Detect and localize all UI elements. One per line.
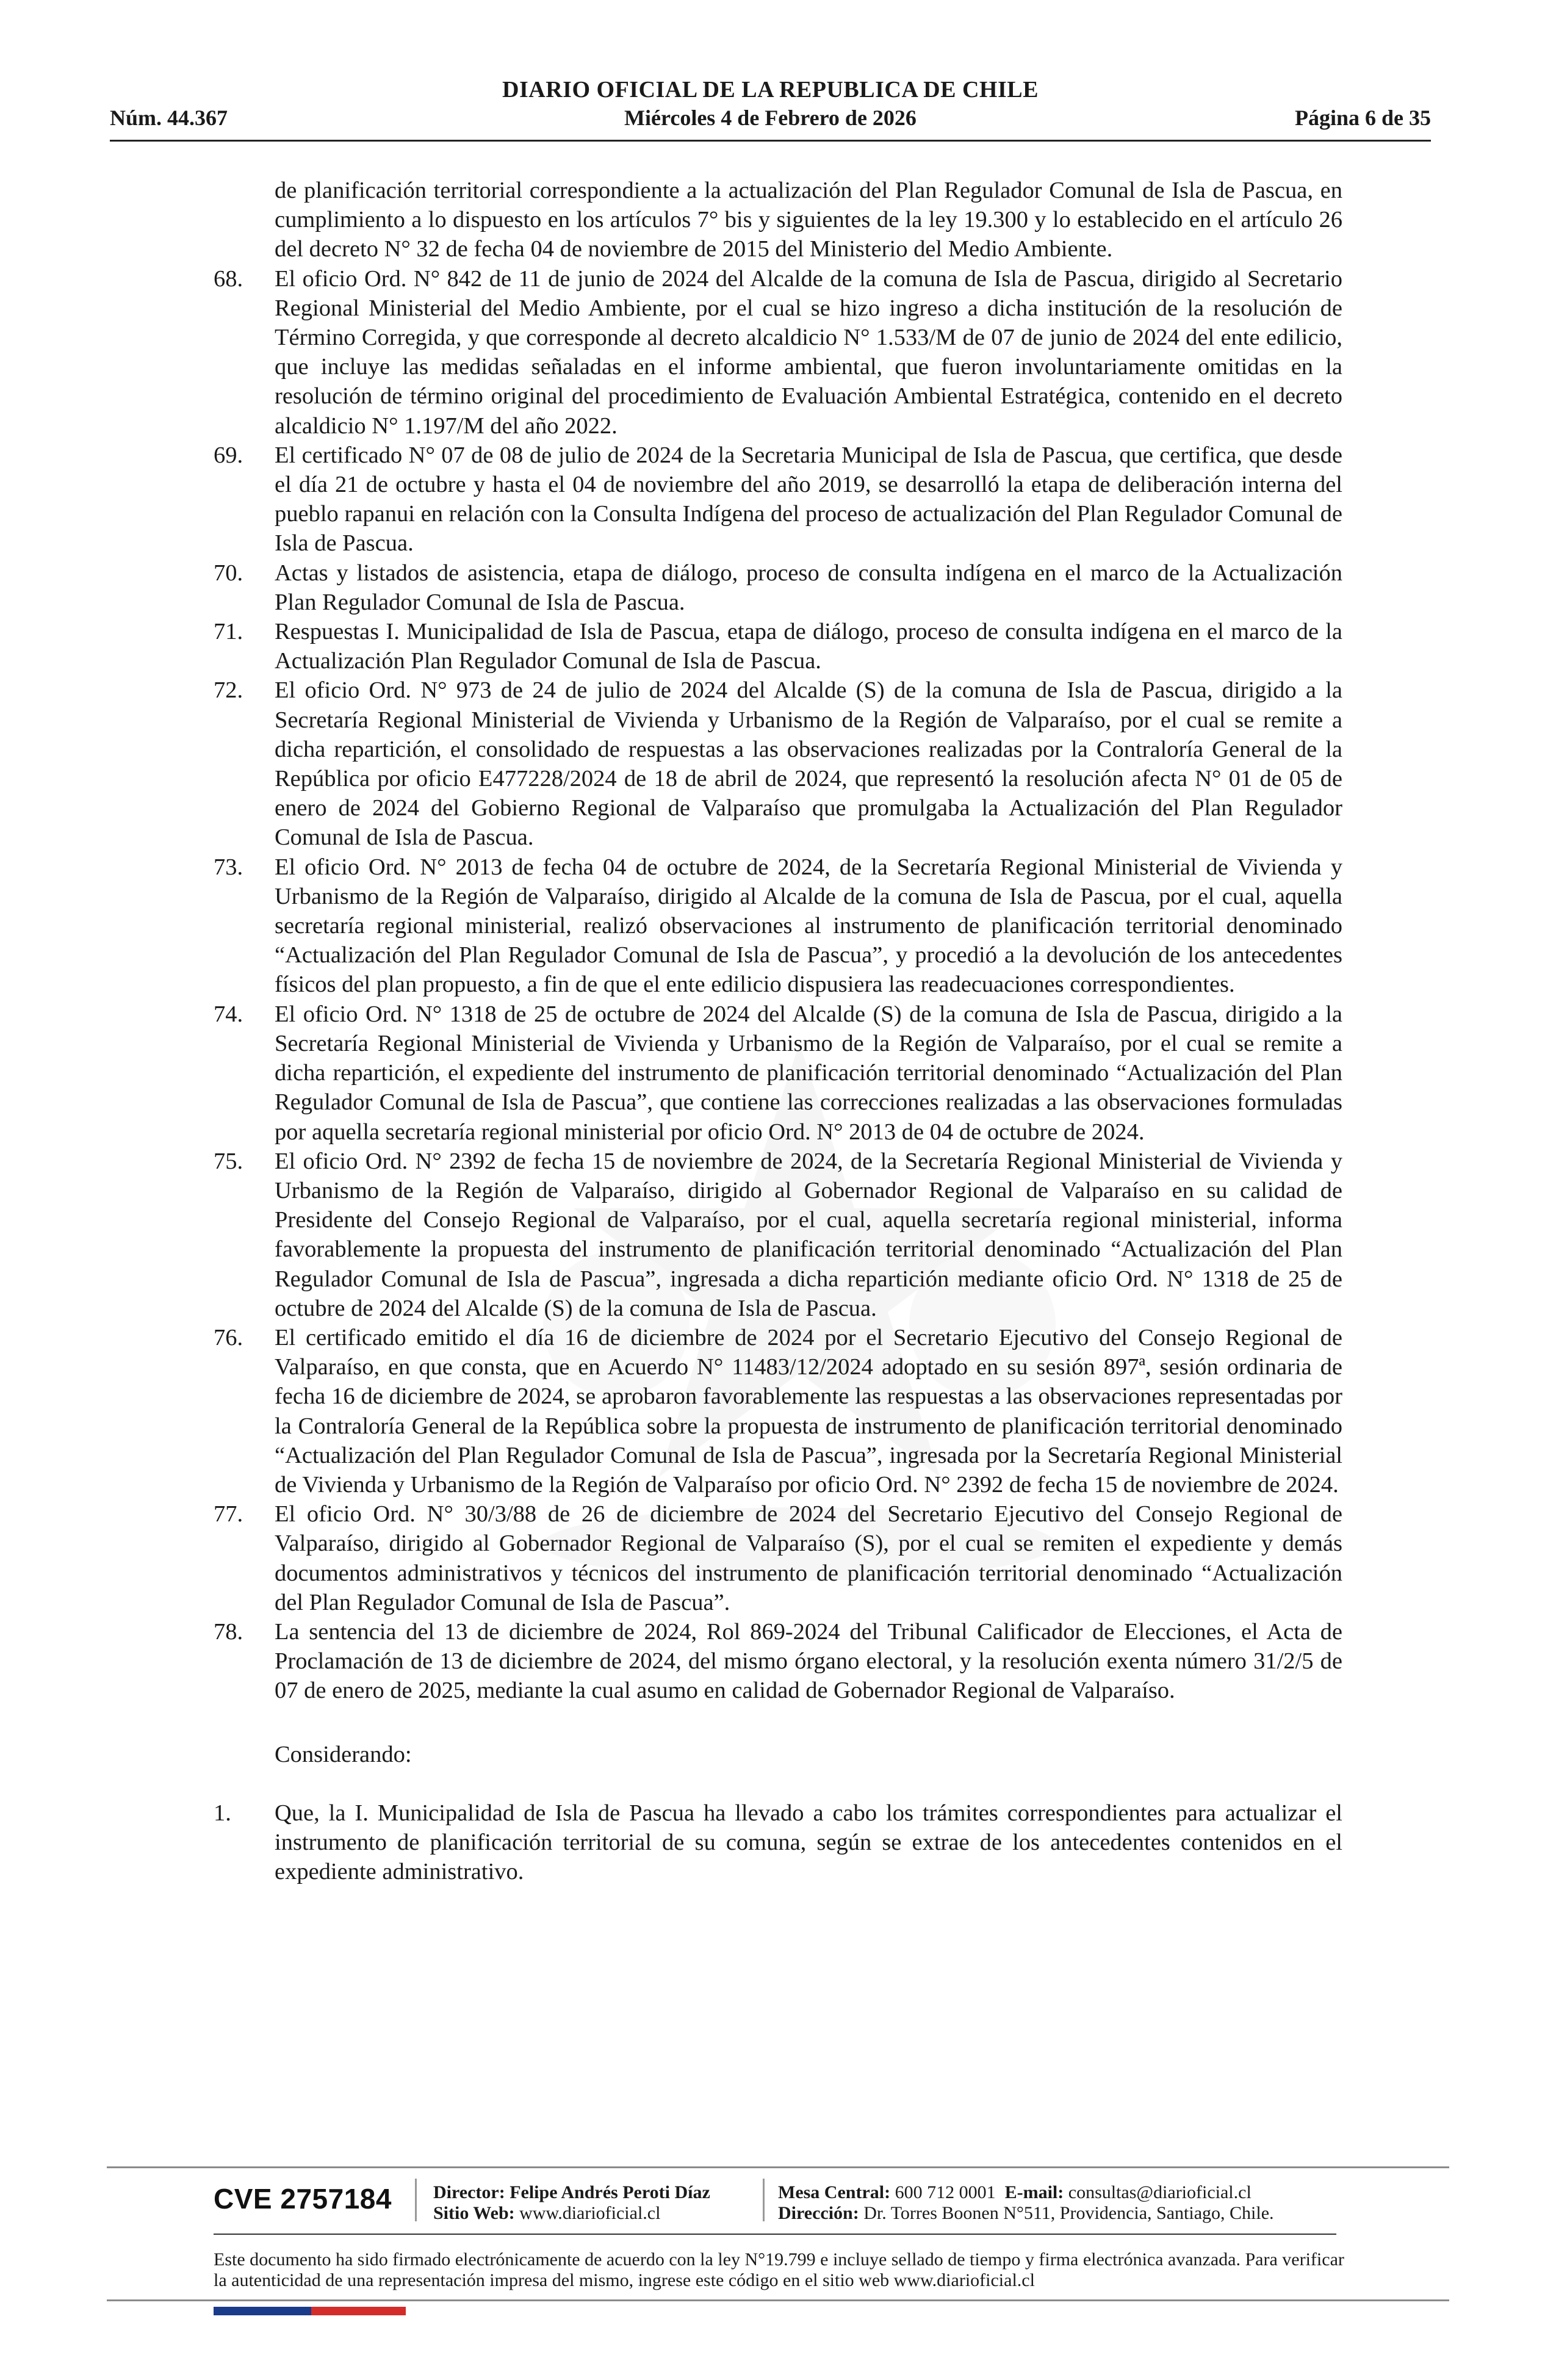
footer-divider-middle <box>214 2234 1336 2235</box>
footer-separator <box>415 2179 417 2221</box>
website-link[interactable]: www.diarioficial.cl <box>519 2203 661 2223</box>
considerando-list <box>214 1798 1342 1887</box>
visto-item <box>214 1499 1342 1617</box>
visto-item <box>214 1323 1342 1499</box>
cve-code: CVE 2757184 <box>214 2183 392 2215</box>
visto-number <box>214 1000 275 1147</box>
visto-number-label: 70. <box>214 560 243 586</box>
footer-divider-top <box>107 2166 1449 2168</box>
flag-stripe-red <box>311 2307 406 2315</box>
address-value: Dr. Torres Boonen N°511, Providencia, Santiago, Chile. <box>863 2203 1274 2223</box>
email-label: E-mail: <box>1004 2182 1064 2202</box>
visto-text: El oficio Ord. N° 973 de 24 de julio de 2024 del Alcalde (S) de la comuna de Isla de Pascua, dirigido a la Secretaría Regional Ministerial de Vivienda y Urbanismo de la Región de Valparaíso, por el cual se remite a dicha repartición, el consolidado de respuestas a las observaciones realizadas por la Contraloría General de la República por oficio E477228/2024 de 18 de abril de 2024, que representó la resolución afecta N° 01 de 05 de enero de 2024 del Gobierno Regional de Valparaíso que promulgaba la Actualización del Plan Regulador Comunal de Isla de Pascua. <box>275 677 1342 851</box>
visto-item <box>214 441 1342 558</box>
visto-number <box>214 853 275 1000</box>
director-name: Felipe Andrés Peroti Díaz <box>510 2182 710 2202</box>
visto-text: Respuestas I. Municipalidad de Isla de Pascua, etapa de diálogo, proceso de consulta indígena en el marco de la Actualización Plan Regulador Comunal de Isla de Pascua. <box>275 619 1342 674</box>
considerando-text: Que, la I. Municipalidad de Isla de Pascua ha llevado a cabo los trámites correspondientes para actualizar el instrumento de planificación territorial de su comuna, según se extrae de los antecedentes contenidos en el expediente administrativo. <box>275 1800 1342 1885</box>
visto-text: La sentencia del 13 de diciembre de 2024, Rol 869-2024 del Tribunal Calificador de Elecciones, el Acta de Proclamación de 13 de diciembre de 2024, del mismo órgano electoral, y la resolución exenta número 31/2/5 de 07 de enero de 2025, mediante la cual asumo en calidad de Gobernador Regional de Valparaíso. <box>275 1618 1342 1704</box>
document-body <box>214 176 1342 1886</box>
considerando-heading: Considerando: <box>275 1741 412 1767</box>
director-label: Director: <box>433 2182 505 2202</box>
visto-number-label: 77. <box>214 1501 243 1527</box>
vistos-list <box>214 264 1342 1706</box>
visto-item <box>214 853 1342 1000</box>
visto-number-label: 69. <box>214 442 243 468</box>
website-label: Sitio Web: <box>433 2203 515 2223</box>
visto-number-label: 78. <box>214 1618 243 1645</box>
visto-number-label: 72. <box>214 677 243 704</box>
footer-contact-block <box>778 2182 1274 2224</box>
page-header <box>110 76 1431 143</box>
visto-number <box>214 676 275 852</box>
visto-item <box>214 1147 1342 1323</box>
visto-text: El certificado N° 07 de 08 de julio de 2024 de la Secretaria Municipal de Isla de Pascua, que certifica, que desde el día 21 de octubre y hasta el 04 de noviembre del año 2019, se desarrolló la etapa de deliberación interna del pueblo rapanui en relación con la Consulta Indígena del proceso de actualización del Plan Regulador Comunal de Isla de Pascua. <box>275 442 1342 557</box>
legal-notice: Este documento ha sido firmado electrónicamente de acuerdo con la ley N°19.799 e incluye sellado de tiempo y firma electrónica avanzada. Para verificar la autenticidad de una representación impresa del mismo, ingrese este código en el sitio web www.diarioficial.cl <box>214 2249 1344 2290</box>
visto-text: El oficio Ord. N° 30/3/88 de 26 de diciembre de 2024 del Secretario Ejecutivo del Consejo Regional de Valparaíso, dirigido al Gobernador Regional de Valparaíso (S), por el cual se remiten el expediente y demás documentos administrativos y técnicos del instrumento de planificación territorial denominado “Actualización del Plan Regulador Comunal de Isla de Pascua”. <box>275 1501 1342 1615</box>
considerando-number <box>214 1798 275 1887</box>
visto-number-label: 73. <box>214 854 243 880</box>
visto-number-label: 68. <box>214 265 243 292</box>
visto-number-label: 74. <box>214 1001 243 1027</box>
considerando-item <box>214 1798 1342 1887</box>
considerando-number-label: 1. <box>214 1800 231 1826</box>
intro-paragraph: de planificación territorial correspondiente a la actualización del Plan Regulador Comunal de Isla de Pascua, en cumplimiento a lo dispuesto en los artículos 7° bis y siguientes de la ley 19.300 y lo establecido en el artículo 26 del decreto N° 32 de fecha 04 de noviembre de 2015 del Ministerio del Medio Ambiente. <box>275 178 1342 262</box>
footer-director-block <box>433 2182 710 2224</box>
issue-date: Miércoles 4 de Febrero de 2026 <box>624 106 917 130</box>
visto-number <box>214 264 275 441</box>
newspaper-title: DIARIO OFICIAL DE LA REPUBLICA DE CHILE <box>502 77 1039 103</box>
visto-text: El oficio Ord. N° 2013 de fecha 04 de octubre de 2024, de la Secretaría Regional Ministerial de Vivienda y Urbanismo de la Región de Valparaíso, dirigido al Alcalde de la comuna de Isla de Pascua, por el cual, aquella secretaría regional ministerial, realizó observaciones al instrumento de planificación territorial denominado “Actualización del Plan Regulador Comunal de Isla de Pascua”, y procedió a la devolución de los antecedentes físicos del plan propuesto, a fin de que el ente edilicio dispusiera las readecuaciones correspondientes. <box>275 854 1342 998</box>
visto-number <box>214 441 275 558</box>
visto-item <box>214 1000 1342 1147</box>
address-label: Dirección: <box>778 2203 859 2223</box>
visto-text: Actas y listados de asistencia, etapa de diálogo, proceso de consulta indígena en el marco de la Actualización Plan Regulador Comunal de Isla de Pascua. <box>275 560 1342 615</box>
visto-number <box>214 617 275 676</box>
footer-divider-bottom <box>107 2299 1449 2301</box>
visto-number-label: 71. <box>214 619 243 645</box>
footer-separator <box>763 2179 765 2221</box>
visto-item <box>214 676 1342 852</box>
mesa-phone: 600 712 0001 <box>895 2182 996 2202</box>
visto-number <box>214 1147 275 1323</box>
visto-text: El oficio Ord. N° 842 de 11 de junio de 2024 del Alcalde de la comuna de Isla de Pascua, dirigido al Secretario Regional Ministerial del Medio Ambiente, por el cual se hizo ingreso a dicha institución de la resolución de Término Corregida, y que corresponde al decreto alcaldicio N° 1.533/M de 07 de junio de 2024 del ente edilicio, que incluye las medidas señaladas en el informe ambiental, que fueron involuntariamente omitidas en la resolución de término original del procedimiento de Evaluación Ambiental Estratégica, contenido en el decreto alcaldicio N° 1.197/M del año 2022. <box>275 265 1342 439</box>
visto-number-label: 76. <box>214 1324 243 1350</box>
visto-number <box>214 1499 275 1617</box>
visto-item <box>214 1617 1342 1706</box>
issue-number: Núm. 44.367 <box>110 106 228 130</box>
visto-number <box>214 1617 275 1706</box>
visto-text: El oficio Ord. N° 2392 de fecha 15 de noviembre de 2024, de la Secretaría Regional Ministerial de Vivienda y Urbanismo de la Región de Valparaíso, dirigido al Gobernador Regional de Valparaíso en su calidad de Presidente del Consejo Regional de Valparaíso, por el cual, aquella secretaría regional ministerial, informa favorablemente la propuesta del instrumento de planificación territorial denominado “Actualización del Plan Regulador Comunal de Isla de Pascua”, ingresada a dicha repartición mediante oficio Ord. N° 1318 de 25 de octubre de 2024 del Alcalde (S) de la comuna de Isla de Pascua. <box>275 1148 1342 1321</box>
mesa-label: Mesa Central: <box>778 2182 891 2202</box>
visto-number-label: 75. <box>214 1148 243 1174</box>
visto-text: El certificado emitido el día 16 de diciembre de 2024 por el Secretario Ejecutivo del Consejo Regional de Valparaíso, en que consta, que en Acuerdo N° 11483/12/2024 adoptado en su sesión 897ª, sesión ordinaria de fecha 16 de diciembre de 2024, se aprobaron favorablemente las respuestas a las observaciones representadas por la Contraloría General de la República sobre la propuesta de instrumento de planificación territorial denominado “Actualización del Plan Regulador Comunal de Isla de Pascua”, ingresada por la Secretaría Regional Ministerial de Vivienda y Urbanismo de la Región de Valparaíso por oficio Ord. N° 2392 de fecha 15 de noviembre de 2024. <box>275 1324 1342 1498</box>
page-number: Página 6 de 35 <box>1294 106 1431 130</box>
header-divider <box>110 140 1431 142</box>
visto-item <box>214 264 1342 441</box>
email-link[interactable]: consultas@diarioficial.cl <box>1068 2182 1252 2202</box>
visto-item <box>214 617 1342 676</box>
visto-number <box>214 1323 275 1499</box>
visto-item <box>214 558 1342 617</box>
flag-stripe-blue <box>214 2307 311 2315</box>
visto-text: El oficio Ord. N° 1318 de 25 de octubre de 2024 del Alcalde (S) de la comuna de Isla de Pascua, dirigido a la Secretaría Regional Ministerial de Vivienda y Urbanismo de la Región de Valparaíso, por el cual se remite a dicha repartición, el expediente del instrumento de planificación territorial denominado “Actualización del Plan Regulador Comunal de Isla de Pascua”, que contiene las correcciones realizadas a las observaciones formuladas por aquella secretaría regional ministerial por oficio Ord. N° 2013 de 04 de octubre de 2024. <box>275 1001 1342 1145</box>
visto-number <box>214 558 275 617</box>
